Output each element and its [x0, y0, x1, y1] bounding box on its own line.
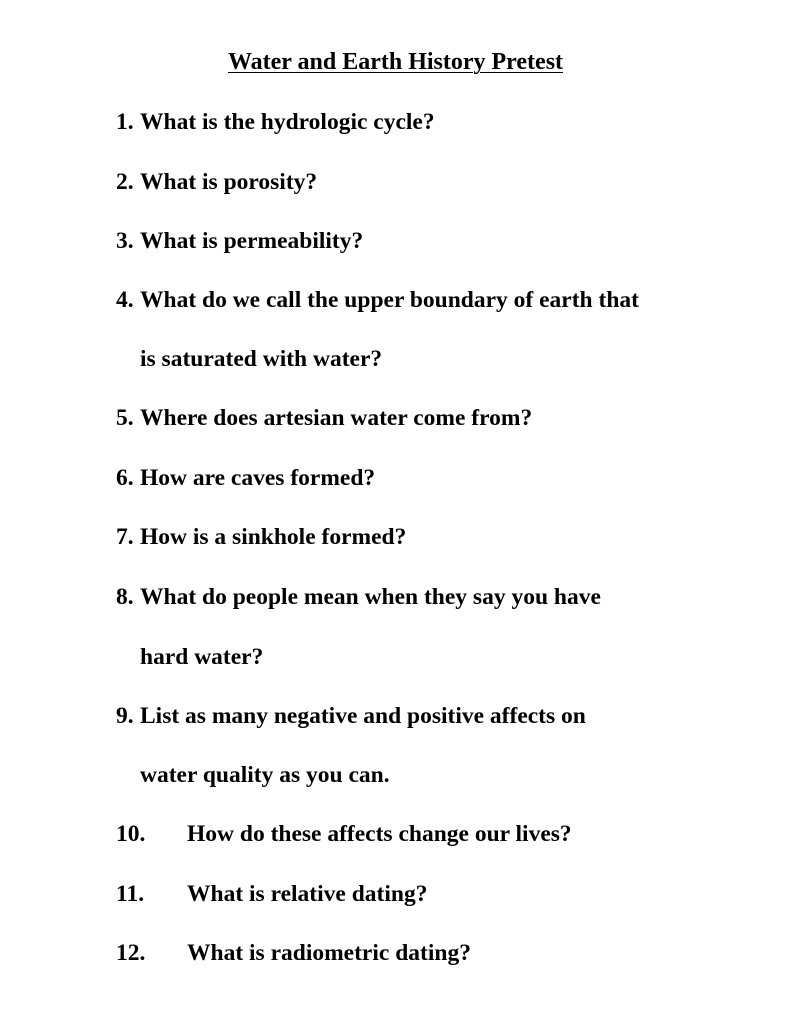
question-number: 3.: [116, 228, 134, 254]
question-number: 10.: [116, 821, 146, 847]
question-text: water quality as you can.: [140, 762, 390, 788]
question-number: 2.: [116, 169, 134, 195]
question-number: 7.: [116, 524, 134, 550]
question-text: What do we call the upper boundary of earth that: [140, 287, 639, 313]
question-text: What is radiometric dating?: [187, 940, 471, 966]
question-text: What is porosity?: [140, 169, 318, 195]
question-number: 5.: [116, 405, 134, 431]
question-number: 1.: [116, 109, 134, 135]
question-text: hard water?: [140, 644, 264, 670]
question-number: 12.: [116, 940, 146, 966]
question-number: 11.: [116, 881, 145, 907]
page-title: [0, 46, 791, 78]
question-text: What is the hydrologic cycle?: [140, 109, 435, 135]
question-text: What is relative dating?: [187, 881, 428, 907]
question-text: Where does artesian water come from?: [140, 405, 533, 431]
question-text: What do people mean when they say you have: [140, 584, 601, 610]
question-number: 6.: [116, 465, 134, 491]
question-number: 8.: [116, 584, 134, 610]
question-text: is saturated with water?: [140, 346, 383, 372]
question-text: How do these affects change our lives?: [187, 821, 572, 847]
question-text: What is permeability?: [140, 228, 364, 254]
question-text: List as many negative and positive affects on: [140, 703, 586, 729]
question-number: 9.: [116, 703, 134, 729]
question-text: How is a sinkhole formed?: [140, 524, 407, 550]
question-number: 4.: [116, 287, 134, 313]
page-title-text: Water and Earth History Pretest: [227, 49, 564, 75]
question-text: How are caves formed?: [140, 465, 376, 491]
